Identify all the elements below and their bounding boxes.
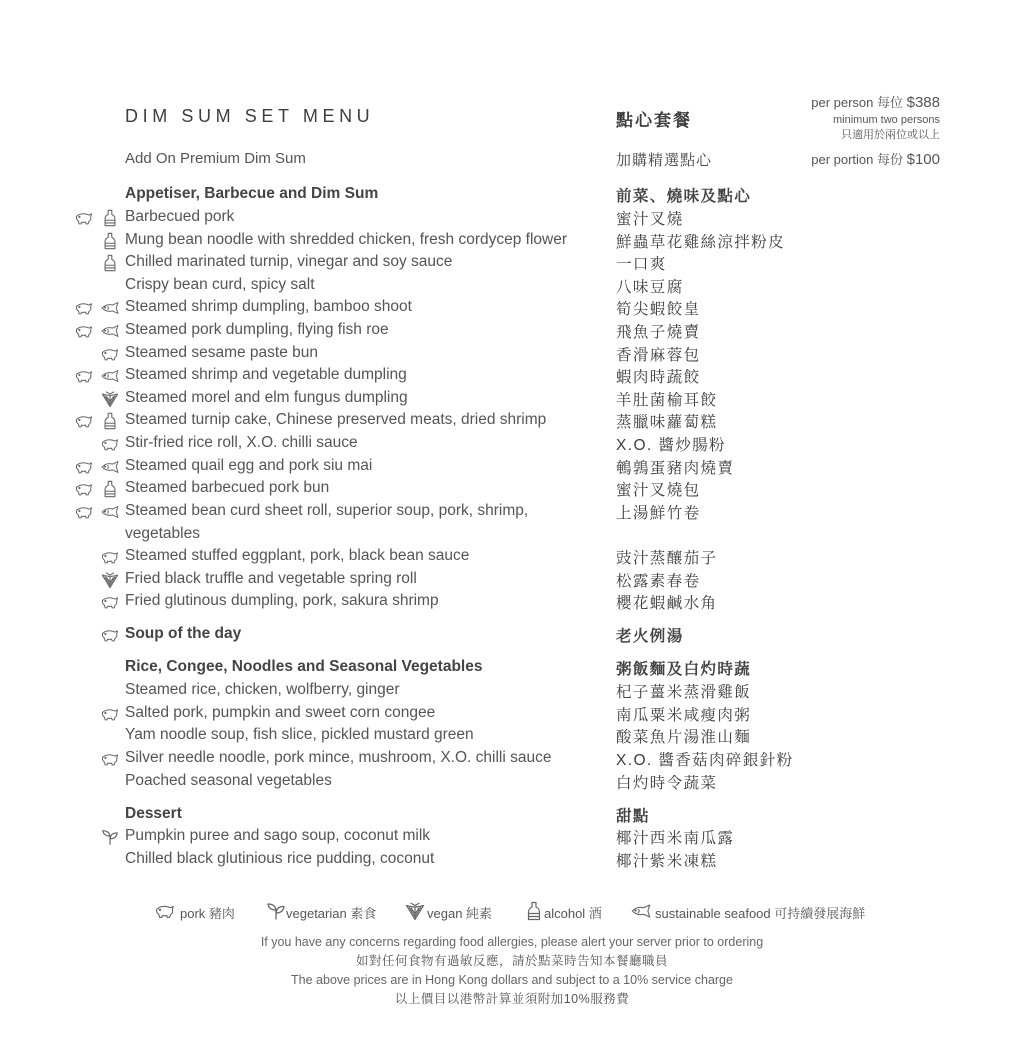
- item-name-zh: 南瓜粟米咸瘦肉粥: [616, 707, 752, 724]
- dietary-icons: [74, 503, 124, 521]
- dietary-icons: [74, 593, 124, 611]
- item-name-en: Poached seasonal vegetables: [125, 772, 332, 789]
- pork-icon: [100, 705, 120, 723]
- item-name-en: Steamed quail egg and pork siu mai: [125, 457, 373, 474]
- item-name-zh: 白灼時令蔬菜: [616, 775, 718, 792]
- menu-item: [0, 409, 1024, 431]
- dietary-icons: [74, 367, 124, 385]
- item-name-en: Fried black truffle and vegetable spring roll: [125, 570, 417, 587]
- item-name-zh: 椰汁紫米凍糕: [616, 853, 718, 870]
- dietary-icons: [74, 750, 124, 768]
- item-name-en: Steamed barbecued pork bun: [125, 479, 330, 496]
- dietary-icons: [74, 626, 124, 644]
- item-name-zh: 豉汁蒸釀茄子: [616, 550, 718, 567]
- section-title-zh: 粥飯麵及白灼時蔬: [616, 661, 752, 678]
- legend: [0, 900, 1024, 922]
- menu-item: [0, 432, 1024, 454]
- menu-item: [0, 679, 1024, 701]
- pork-icon: [74, 209, 94, 227]
- item-name-en: vegetables: [125, 525, 200, 542]
- section-title-zh: 前菜、燒味及點心: [616, 188, 752, 205]
- dietary-icons: [74, 299, 124, 317]
- item-name-en: Chilled marinated turnip, vinegar and soy sauce: [125, 253, 453, 270]
- item-name-zh: 一口爽: [616, 256, 667, 273]
- minimum-note-zh: 只適用於兩位或以上: [841, 129, 940, 141]
- item-name-zh: 杞子薑米蒸滑雞飯: [616, 684, 752, 701]
- item-name-zh: 酸菜魚片湯淮山麵: [616, 729, 752, 746]
- menu-item: [0, 319, 1024, 341]
- item-name-zh: 鮮蟲草花雞絲涼拌粉皮: [616, 234, 786, 251]
- menu-item: [0, 545, 1024, 567]
- item-name-zh: X.O. 醬香菇肉碎銀針粉: [616, 752, 794, 769]
- dietary-icons: [74, 435, 124, 453]
- addon-title-en: Add On Premium Dim Sum: [125, 150, 306, 167]
- menu-item: [0, 477, 1024, 499]
- price-block: [811, 92, 940, 143]
- menu-item: [0, 342, 1024, 364]
- section-heading: [0, 803, 1024, 825]
- pork-icon: [74, 412, 94, 430]
- item-name-en: Steamed morel and elm fungus dumpling: [125, 389, 408, 406]
- item-name-zh: 櫻花蝦鹹水角: [616, 595, 718, 612]
- addon-title-zh: 加購精選點心: [616, 152, 713, 169]
- item-name-zh: X.O. 醬炒腸粉: [616, 437, 726, 454]
- item-name-en: Steamed shrimp dumpling, bamboo shoot: [125, 298, 412, 315]
- pork-icon: [74, 322, 94, 340]
- allergy-note-en: If you have any concerns regarding food allergies, please alert your server prior to ordering: [260, 935, 764, 949]
- service-charge-note-zh: 以上價目以港幣計算並須附加10%服務費: [394, 992, 630, 1006]
- section-title-zh: 甜點: [616, 808, 650, 825]
- item-name-en: Barbecued pork: [125, 208, 235, 225]
- dietary-icons: [74, 412, 124, 430]
- item-name-zh: 蒸臘味蘿蔔糕: [616, 414, 718, 431]
- item-name-zh: 飛魚子燒賣: [616, 324, 701, 341]
- menu-item: [0, 724, 1024, 746]
- legend-label: alcohol 酒: [544, 906, 602, 921]
- dietary-icons: [74, 322, 124, 340]
- seafood-icon: [100, 367, 120, 385]
- menu-item: [0, 568, 1024, 590]
- alcohol-icon: [523, 901, 545, 921]
- dietary-icons: [74, 209, 124, 227]
- legend-label: vegan 純素: [427, 906, 493, 921]
- vegan-icon: [404, 901, 426, 921]
- pork-icon: [100, 593, 120, 611]
- alcohol-icon: [100, 209, 120, 227]
- pork-icon: [100, 435, 120, 453]
- item-name-en: Silver needle noodle, pork mince, mushroom, X.O. chilli sauce: [125, 749, 552, 766]
- alcohol-icon: [100, 480, 120, 498]
- section-title-en: Rice, Congee, Noodles and Seasonal Vegetables: [125, 658, 483, 675]
- pork-icon: [74, 480, 94, 498]
- portion-amount: $100: [906, 151, 940, 168]
- menu-item: [0, 274, 1024, 296]
- item-name-en: Chilled black glutinious rice pudding, coconut: [125, 850, 435, 867]
- menu-item: [0, 387, 1024, 409]
- item-name-zh: 香滑麻蓉包: [616, 347, 701, 364]
- section-heading: [0, 656, 1024, 678]
- pork-icon: [100, 626, 120, 644]
- item-name-en: Steamed shrimp and vegetable dumpling: [125, 366, 407, 383]
- pork-icon: [74, 503, 94, 521]
- menu-item: [0, 770, 1024, 792]
- menu-item: [0, 500, 1024, 522]
- menu-item: [0, 825, 1024, 847]
- menu-item: [0, 590, 1024, 612]
- menu-item: [0, 251, 1024, 273]
- menu-item: [0, 229, 1024, 251]
- item-name-en: Crispy bean curd, spicy salt: [125, 276, 315, 293]
- pork-icon: [74, 458, 94, 476]
- dietary-icons: [74, 828, 124, 846]
- vegetarian-icon: [265, 901, 287, 921]
- allergy-note-zh: 如對任何食物有過敏反應，請於點菜時告知本餐廳職員: [355, 954, 668, 968]
- per-person-amount: $388: [906, 94, 940, 111]
- dietary-icons: [74, 571, 124, 589]
- dietary-icons: [74, 548, 124, 566]
- item-name-en: Steamed pork dumpling, flying fish roe: [125, 321, 389, 338]
- dietary-icons: [74, 345, 124, 363]
- vegan-icon: [100, 571, 120, 589]
- dietary-icons: [74, 480, 124, 498]
- item-name-en: Fried glutinous dumpling, pork, sakura shrimp: [125, 592, 439, 609]
- legend-label: vegetarian 素食: [286, 906, 377, 921]
- pork-icon: [100, 345, 120, 363]
- item-name-zh: 八味豆腐: [616, 279, 684, 296]
- menu-item: [0, 747, 1024, 769]
- item-name-zh: 上湯鮮竹卷: [616, 505, 701, 522]
- dietary-icons: [74, 390, 124, 408]
- item-name-en: Steamed turnip cake, Chinese preserved meats, dried shrimp: [125, 411, 547, 428]
- dietary-icons: [74, 458, 124, 476]
- vegetarian-icon: [100, 828, 120, 846]
- alcohol-icon: [100, 232, 120, 250]
- menu-title-en: DIM SUM SET MENU: [125, 106, 375, 126]
- item-name-en: Steamed stuffed eggplant, pork, black bean sauce: [125, 547, 470, 564]
- item-name-en: Yam noodle soup, fish slice, pickled mustard green: [125, 726, 474, 743]
- addon-price: [811, 149, 940, 168]
- section-title-en: Soup of the day: [125, 625, 242, 642]
- section-heading: [0, 183, 1024, 205]
- menu-item: [0, 364, 1024, 386]
- item-name-en: Salted pork, pumpkin and sweet corn congee: [125, 704, 436, 721]
- portion-label: per portion 每份: [811, 152, 903, 167]
- seafood-icon: [100, 458, 120, 476]
- section-title-zh: 老火例湯: [616, 628, 684, 645]
- item-name-en: Steamed bean curd sheet roll, superior soup, pork, shrimp,: [125, 502, 529, 519]
- item-name-zh: 蜜汁叉燒: [616, 211, 684, 228]
- service-charge-note-en: The above prices are in Hong Kong dollars and subject to a 10% service charge: [291, 973, 733, 987]
- seafood-icon: [630, 901, 652, 921]
- dietary-icons: [74, 705, 124, 723]
- per-person-label: per person 每位: [811, 95, 903, 110]
- legend-label: pork 豬肉: [180, 906, 235, 921]
- item-name-zh: 蜜汁叉燒包: [616, 482, 701, 499]
- menu-item: [0, 523, 1024, 545]
- item-name-en: Mung bean noodle with shredded chicken, fresh cordycep flower: [125, 231, 568, 248]
- pork-icon: [74, 299, 94, 317]
- minimum-note-en: minimum two persons: [833, 114, 940, 126]
- menu-item: [0, 702, 1024, 724]
- item-name-zh: 鵪鶉蛋豬肉燒賣: [616, 460, 735, 477]
- item-name-zh: 椰汁西米南瓜露: [616, 830, 735, 847]
- seafood-icon: [100, 299, 120, 317]
- menu-item: [0, 296, 1024, 318]
- alcohol-icon: [100, 254, 120, 272]
- pork-icon: [74, 367, 94, 385]
- item-name-en: Steamed sesame paste bun: [125, 344, 319, 361]
- section-heading: [0, 623, 1024, 645]
- seafood-icon: [100, 322, 120, 340]
- per-person-price: [811, 92, 940, 111]
- seafood-icon: [100, 503, 120, 521]
- section-title-en: Dessert: [125, 805, 182, 822]
- item-name-zh: 筍尖蝦餃皇: [616, 301, 701, 318]
- menu-item: [0, 206, 1024, 228]
- menu-item: [0, 848, 1024, 870]
- item-name-en: Stir-fried rice roll, X.O. chilli sauce: [125, 434, 358, 451]
- item-name-zh: 松露素春卷: [616, 573, 701, 590]
- footer-notes: [0, 933, 1024, 1009]
- item-name-en: Steamed rice, chicken, wolfberry, ginger: [125, 681, 400, 698]
- item-name-en: Pumpkin puree and sago soup, coconut milk: [125, 827, 431, 844]
- pork-icon: [154, 901, 176, 921]
- dietary-icons: [74, 232, 124, 250]
- vegan-icon: [100, 390, 120, 408]
- alcohol-icon: [100, 412, 120, 430]
- dietary-icons: [74, 254, 124, 272]
- item-name-zh: 蝦肉時蔬餃: [616, 369, 701, 386]
- section-title-en: Appetiser, Barbecue and Dim Sum: [125, 185, 379, 202]
- legend-label: sustainable seafood 可持續發展海鮮: [655, 906, 866, 921]
- item-name-zh: 羊肚菌榆耳餃: [616, 392, 718, 409]
- pork-icon: [100, 548, 120, 566]
- menu-title-zh: 點心套餐: [616, 111, 692, 130]
- menu-item: [0, 455, 1024, 477]
- pork-icon: [100, 750, 120, 768]
